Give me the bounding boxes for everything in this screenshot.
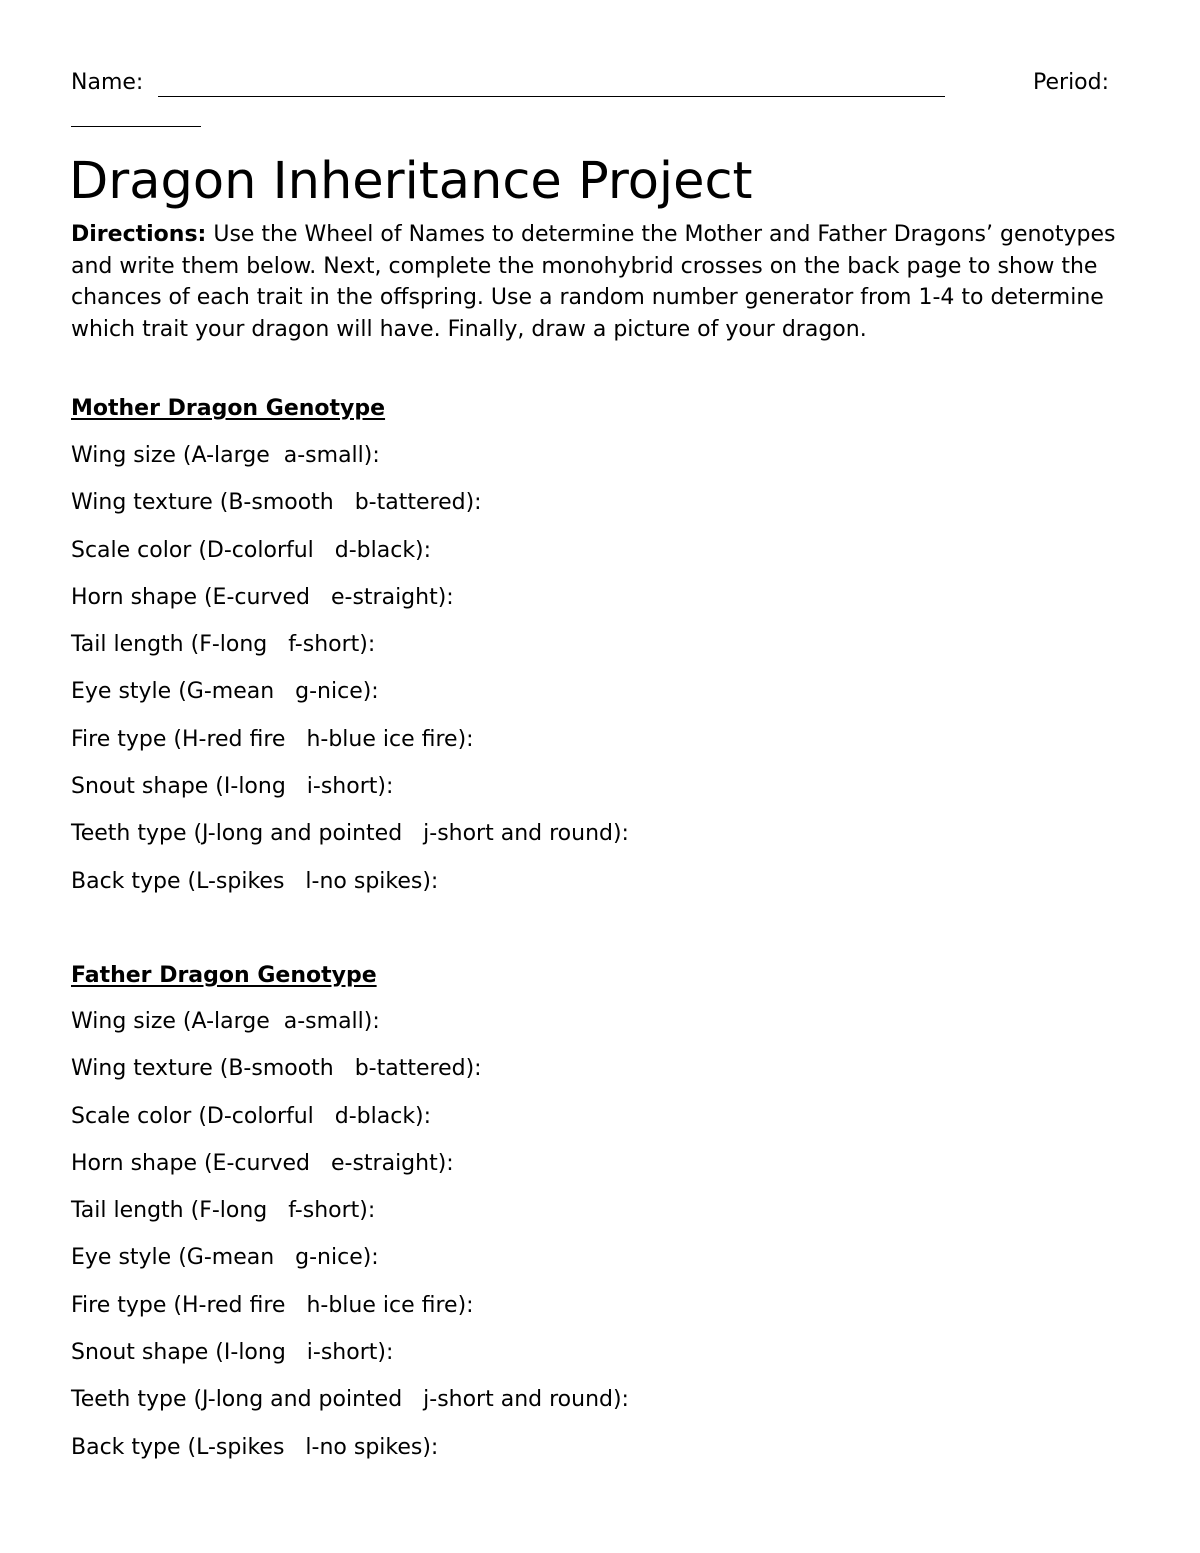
- mother-trait-tail-length: Tail length (F-long f-short):: [71, 632, 376, 658]
- name-blank-line: [158, 96, 945, 97]
- father-trait-teeth-type: Teeth type (J-long and pointed j-short and round):: [71, 1387, 629, 1413]
- mother-trait-snout-shape: Snout shape (I-long i-short):: [71, 774, 394, 800]
- mother-trait-wing-texture: Wing texture (B-smooth b-tattered):: [71, 490, 482, 516]
- mother-trait-horn-shape: Horn shape (E-curved e-straight):: [71, 584, 454, 610]
- father-trait-back-type: Back type (L-spikes l-no spikes):: [71, 1434, 439, 1460]
- father-trait-wing-texture: Wing texture (B-smooth b-tattered):: [71, 1056, 482, 1082]
- father-trait-tail-length: Tail length (F-long f-short):: [71, 1198, 376, 1224]
- page-title: Dragon Inheritance Project: [69, 152, 753, 211]
- mother-trait-list: [71, 441, 629, 914]
- period-blank-line: [71, 126, 201, 127]
- father-trait-eye-style: Eye style (G-mean g-nice):: [71, 1245, 379, 1271]
- directions-label: Directions:: [71, 222, 207, 247]
- name-label: Name:: [71, 70, 144, 95]
- father-trait-horn-shape: Horn shape (E-curved e-straight):: [71, 1150, 454, 1176]
- father-trait-snout-shape: Snout shape (I-long i-short):: [71, 1340, 394, 1366]
- father-trait-list: [71, 1007, 629, 1480]
- father-trait-wing-size: Wing size (A-large a-small):: [71, 1009, 380, 1034]
- mother-trait-eye-style: Eye style (G-mean g-nice):: [71, 679, 379, 705]
- mother-trait-back-type: Back type (L-spikes l-no spikes):: [71, 868, 439, 894]
- mother-genotype-heading: Mother Dragon Genotype: [71, 396, 386, 421]
- directions-paragraph: [71, 219, 1123, 345]
- directions-text: Use the Wheel of Names to determine the Mother and Father Dragons’ genotypes and write them below. Next, complete the monohybrid crosses on the back page to show the chances of each trait in the offspring. Use a random number generator from 1-4 to determine which trait your dragon will have. Finally, draw a picture of your dragon.: [71, 222, 1116, 342]
- period-label: Period:: [1033, 70, 1110, 95]
- father-genotype-heading: Father Dragon Genotype: [71, 963, 377, 988]
- mother-trait-fire-type: Fire type (H-red fire h-blue ice fire):: [71, 726, 474, 752]
- mother-trait-scale-color: Scale color (D-colorful d-black):: [71, 537, 432, 563]
- father-trait-scale-color: Scale color (D-colorful d-black):: [71, 1103, 432, 1129]
- father-trait-fire-type: Fire type (H-red fire h-blue ice fire):: [71, 1292, 474, 1318]
- header-row: [71, 70, 1121, 102]
- mother-trait-wing-size: Wing size (A-large a-small):: [71, 443, 380, 468]
- mother-trait-teeth-type: Teeth type (J-long and pointed j-short and round):: [71, 821, 629, 847]
